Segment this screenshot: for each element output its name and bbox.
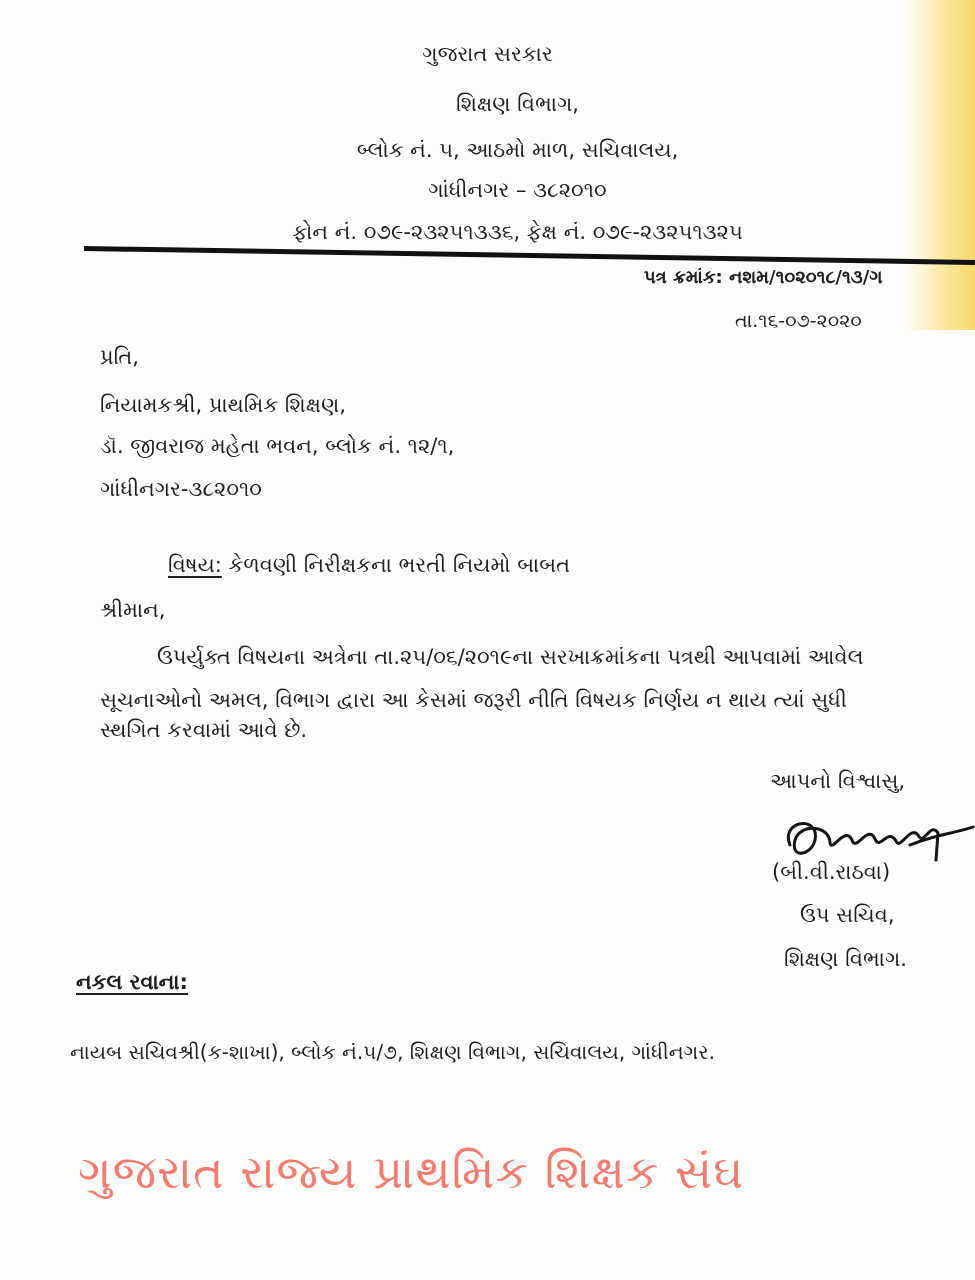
subject-label: વિષય:: [168, 553, 222, 577]
copy-recipient: નાયબ સચિવશ્રી(ક-શાખા), બ્લોક નં.૫/૭, શિક્ષણ વિભાગ, સચિવાલય, ગાંધીનગર.: [70, 1040, 715, 1064]
header-city: ગાંધીનગર – ૩૮૨૦૧૦: [428, 178, 607, 202]
closing-yours: આપનો વિશ્વાસુ,: [770, 769, 906, 793]
subject-line: [168, 553, 570, 578]
header-divider: [84, 246, 975, 265]
subject-text: કેળવણી નિરીક્ષકના ભરતી નિયમો બાબત: [221, 553, 570, 577]
letter-date: તા.૧૬-૦૭-૨૦૨૦: [735, 310, 862, 332]
header-address: બ્લોક નં. ૫, આઠમો માળ, સચિવાલય,: [356, 138, 679, 162]
letter-number: પત્ર ક્રમાંક: નશમ/૧૦૨૦૧૮/૧૩/ગ: [644, 267, 883, 288]
copy-label: [76, 970, 188, 995]
body-line-2: સૂચનાઓનો અમલ, વિભાગ દ્વારા આ કેસમાં જરૂરી નીતિ વિષયક નિર્ણય ન થાય ત્યાં સુધી: [100, 688, 847, 712]
recipient-prati: પ્રતિ,: [100, 345, 139, 369]
body-line-1: ઉપર્યુક્ત વિષયના અત્રેના તા.૨૫/૦૬/૨૦૧૯ના સરખાક્રમાંકના પત્રથી આપવામાં આવેલ: [157, 645, 864, 669]
salutation: શ્રીમાન,: [100, 598, 166, 622]
header-government: ગુજરાત સરકાર: [422, 42, 553, 66]
footer-watermark: ગુજરાત રાજ્ય પ્રાથમિક શિક્ષક સંઘ: [78, 1145, 745, 1199]
header-department: શિક્ષણ વિભાગ,: [456, 92, 579, 116]
body-line-3: સ્થગિત કરવામાં આવે છે.: [100, 718, 308, 742]
recipient-title: નિયામકશ્રી, પ્રાથમિક શિક્ષણ,: [100, 393, 346, 417]
recipient-city: ગાંધીનગર-૩૮૨૦૧૦: [100, 477, 262, 501]
copy-label-text: નકલ રવાના:: [76, 970, 188, 994]
signatory-department: શિક્ષણ વિભાગ.: [784, 947, 907, 971]
signatory-name: (બી.વી.રાઠવા): [772, 860, 891, 884]
header-phone-fax: ફોન નં. ૦૭૯-૨૩૨૫૧૩૩૬, ફેક્ષ નં. ૦૭૯-૨૩૨૫૧૩૨૫: [292, 220, 743, 244]
signatory-designation: ઉપ સચિવ,: [800, 903, 895, 927]
recipient-address: ડૉ. જીવરાજ મહેતા ભવન, બ્લોક નં. ૧૨/૧,: [100, 434, 455, 458]
